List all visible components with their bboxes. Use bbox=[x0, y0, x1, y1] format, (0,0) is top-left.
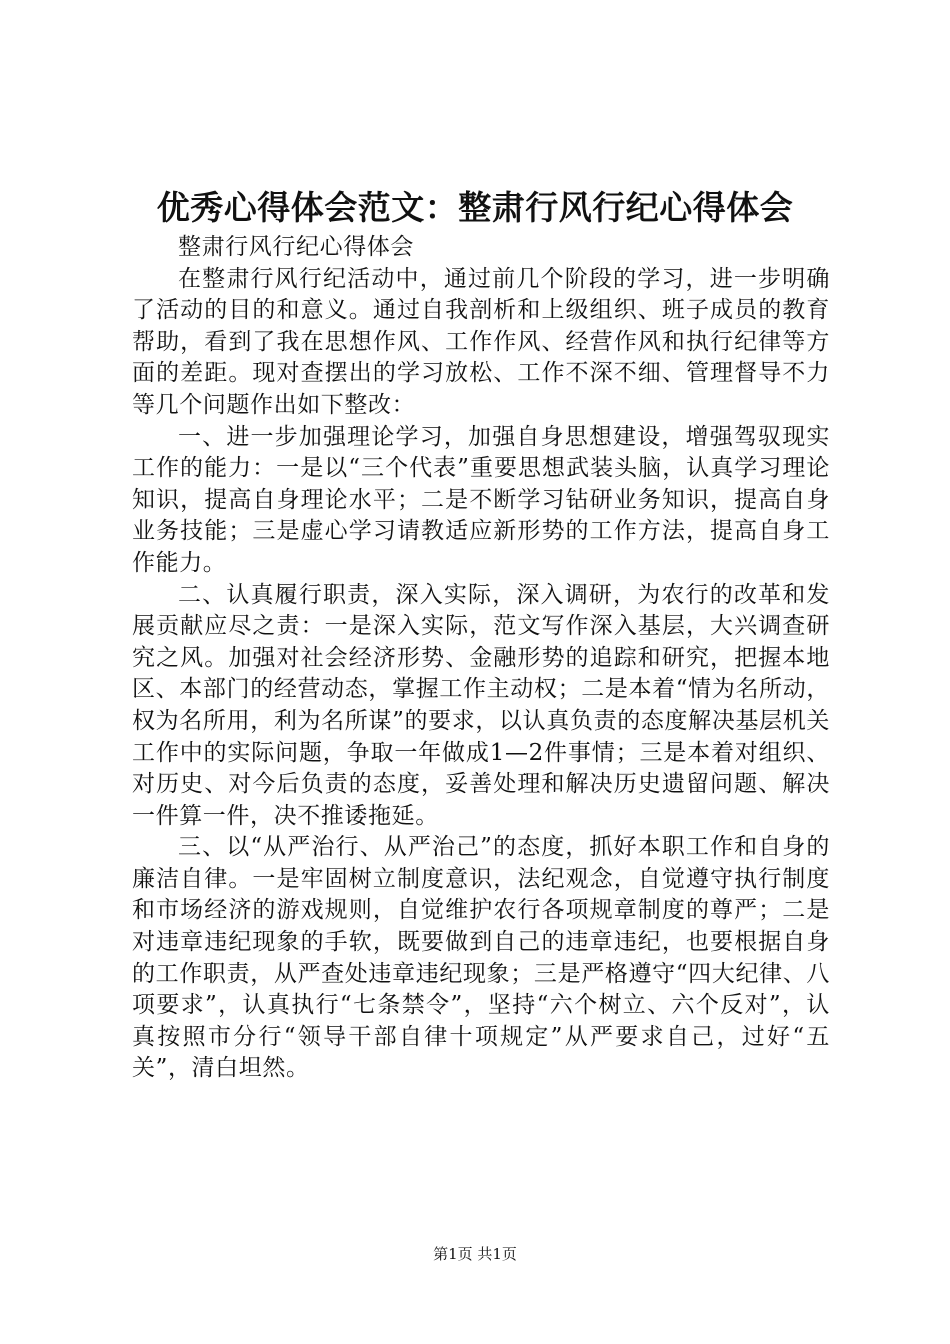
section-three-paragraph: 三、以“从严治行、从严治己”的态度，抓好本职工作和自身的廉洁自律。一是牢固树立制度意识，法纪观念，自觉遵守执行制度和市场经济的游戏规则，自觉维护农行各项规章制度的尊严；二是对违章违纪现象的手软，既要做到自己的违章违纪，也要根据自身的工作职责，从严查处违章违纪现象；三是严格遵守“四大纪律、八项要求”，认真执行“七条禁令”，坚持“六个树立、六个反对”，认真按照市分行“领导干部自律十项规定”从严要求自己，过好“五关”，清白坦然。 bbox=[132, 834, 830, 1082]
section-two-paragraph: 二、认真履行职责，深入实际，深入调研，为农行的改革和发展贡献应尽之责：一是深入实际，范文写作深入基层，大兴调查研究之风。加强对社会经济形势、金融形势的追踪和研究，把握本地区、本部门的经营动态，掌握工作主动权；二是本着“情为名所动，权为名所用，利为名所谋”的要求，以认真负责的态度解决基层机关工作中的实际问题，争取一年做成1—2件事情；三是本着对组织、对历史、对今后负责的态度，妥善处理和解决历史遗留问题、解决一件算一件，决不推诿拖延。 bbox=[132, 581, 830, 829]
document-title: 优秀心得体会范文：整肃行风行纪心得体会 bbox=[156, 188, 794, 227]
section-one-paragraph: 一、进一步加强理论学习，加强自身思想建设，增强驾驭现实工作的能力：一是以“三个代表”重要思想武装头脑，认真学习理论知识，提高自身理论水平；二是不断学习钻研业务知识，提高自身业务技能；三是虚心学习请教适应新形势的工作方法，提高自身工作能力。 bbox=[132, 423, 830, 576]
page-footer: 第1页 共1页 bbox=[433, 1245, 517, 1263]
intro-paragraph: 在整肃行风行纪活动中，通过前几个阶段的学习，进一步明确了活动的目的和意义。通过自我剖析和上级组织、班子成员的教育帮助，看到了我在思想作风、工作作风、经营作风和执行纪律等方面的差距。现对查摆出的学习放松、工作不深不细、管理督导不力等几个问题作出如下整改： bbox=[132, 265, 830, 418]
document-body bbox=[132, 232, 830, 1085]
subtitle-paragraph: 整肃行风行纪心得体会 bbox=[178, 234, 414, 260]
